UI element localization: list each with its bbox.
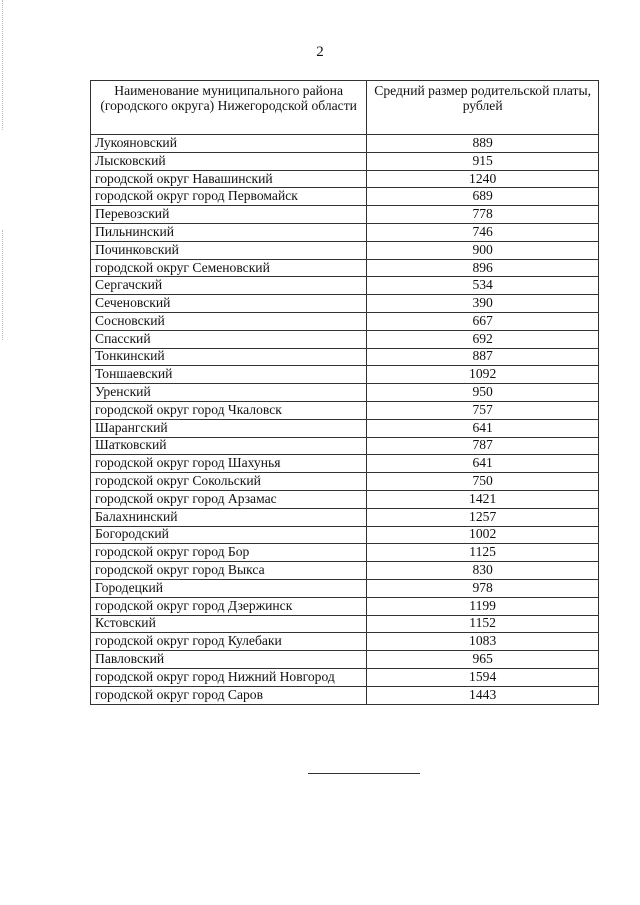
scan-edge-mark-top — [2, 0, 4, 130]
municipality-name-cell: Тоншаевский — [91, 366, 367, 384]
municipality-name-cell: городской округ город Дзержинск — [91, 597, 367, 615]
municipality-name-cell: Балахнинский — [91, 508, 367, 526]
table-row — [91, 295, 599, 313]
municipality-name-cell: городской округ Семеновский — [91, 259, 367, 277]
table-row — [91, 135, 599, 153]
average-fee-cell: 915 — [367, 152, 599, 170]
municipality-name-cell: Лукояновский — [91, 135, 367, 153]
table-body — [91, 135, 599, 705]
average-fee-cell: 1421 — [367, 490, 599, 508]
table-row — [91, 597, 599, 615]
municipality-name-cell: Павловский — [91, 651, 367, 669]
municipality-name-cell: городской округ город Арзамас — [91, 490, 367, 508]
municipality-name-cell: Перевозский — [91, 206, 367, 224]
average-fee-cell: 978 — [367, 579, 599, 597]
municipality-name-cell: городской округ Навашинский — [91, 170, 367, 188]
table-row — [91, 651, 599, 669]
table-row — [91, 633, 599, 651]
average-fee-cell: 641 — [367, 455, 599, 473]
parental-fee-table — [90, 80, 599, 705]
table-row — [91, 508, 599, 526]
municipality-name-cell: городской округ Сокольский — [91, 473, 367, 491]
municipality-name-cell: Починковский — [91, 241, 367, 259]
average-fee-cell: 1083 — [367, 633, 599, 651]
average-fee-cell: 830 — [367, 562, 599, 580]
table-row — [91, 223, 599, 241]
table-row — [91, 206, 599, 224]
municipality-name-cell: Богородский — [91, 526, 367, 544]
table-row — [91, 152, 599, 170]
table-row — [91, 668, 599, 686]
average-fee-cell: 534 — [367, 277, 599, 295]
table-row — [91, 277, 599, 295]
average-fee-cell: 641 — [367, 419, 599, 437]
scan-edge-mark-mid — [2, 230, 4, 340]
table-row — [91, 241, 599, 259]
page-number: 2 — [316, 44, 324, 60]
table-row — [91, 384, 599, 402]
separator-line — [308, 773, 420, 774]
municipality-name-cell: городской округ город Чкаловск — [91, 401, 367, 419]
municipality-name-cell: городской округ город Выкса — [91, 562, 367, 580]
average-fee-cell: 667 — [367, 312, 599, 330]
table-row — [91, 455, 599, 473]
municipality-name-cell: городской округ город Бор — [91, 544, 367, 562]
average-fee-cell: 1257 — [367, 508, 599, 526]
average-fee-cell: 692 — [367, 330, 599, 348]
table-header-row — [91, 81, 599, 135]
average-fee-cell: 1199 — [367, 597, 599, 615]
municipality-name-cell: городской округ город Шахунья — [91, 455, 367, 473]
average-fee-cell: 787 — [367, 437, 599, 455]
table-row — [91, 579, 599, 597]
table-row — [91, 312, 599, 330]
municipality-name-cell: городской округ город Кулебаки — [91, 633, 367, 651]
average-fee-cell: 950 — [367, 384, 599, 402]
table-row — [91, 170, 599, 188]
municipality-name-cell: Лысковский — [91, 152, 367, 170]
municipality-name-cell: Сергачский — [91, 277, 367, 295]
municipality-name-cell: Уренский — [91, 384, 367, 402]
average-fee-cell: 1152 — [367, 615, 599, 633]
municipality-name-cell: городской округ город Нижний Новгород — [91, 668, 367, 686]
municipality-name-cell: Сосновский — [91, 312, 367, 330]
table-row — [91, 686, 599, 704]
average-fee-cell: 778 — [367, 206, 599, 224]
table-row — [91, 330, 599, 348]
municipality-name-cell: городской округ город Первомайск — [91, 188, 367, 206]
column-header-municipality: Наименование муниципального района (городского округа) Нижегородской области — [91, 81, 367, 135]
average-fee-cell: 1092 — [367, 366, 599, 384]
average-fee-cell: 1240 — [367, 170, 599, 188]
table-row — [91, 437, 599, 455]
average-fee-cell: 689 — [367, 188, 599, 206]
average-fee-cell: 1125 — [367, 544, 599, 562]
municipality-name-cell: Пильнинский — [91, 223, 367, 241]
average-fee-cell: 896 — [367, 259, 599, 277]
table-row — [91, 473, 599, 491]
average-fee-cell: 887 — [367, 348, 599, 366]
table-row — [91, 490, 599, 508]
average-fee-cell: 1443 — [367, 686, 599, 704]
table-row — [91, 419, 599, 437]
municipality-name-cell: Городецкий — [91, 579, 367, 597]
table-row — [91, 615, 599, 633]
municipality-name-cell: Шарангский — [91, 419, 367, 437]
municipality-name-cell: Шатковский — [91, 437, 367, 455]
table-row — [91, 348, 599, 366]
table-row — [91, 562, 599, 580]
table-row — [91, 188, 599, 206]
average-fee-cell: 889 — [367, 135, 599, 153]
column-header-average-fee: Средний размер родительской платы, рублей — [367, 81, 599, 135]
table-row — [91, 366, 599, 384]
table-row — [91, 544, 599, 562]
table-row — [91, 401, 599, 419]
average-fee-cell: 1594 — [367, 668, 599, 686]
municipality-name-cell: Кстовский — [91, 615, 367, 633]
municipality-name-cell: Тонкинский — [91, 348, 367, 366]
table-row — [91, 526, 599, 544]
average-fee-cell: 390 — [367, 295, 599, 313]
municipality-name-cell: городской округ город Саров — [91, 686, 367, 704]
average-fee-cell: 965 — [367, 651, 599, 669]
municipality-name-cell: Сеченовский — [91, 295, 367, 313]
average-fee-cell: 900 — [367, 241, 599, 259]
table-row — [91, 259, 599, 277]
average-fee-cell: 757 — [367, 401, 599, 419]
average-fee-cell: 746 — [367, 223, 599, 241]
average-fee-cell: 1002 — [367, 526, 599, 544]
average-fee-cell: 750 — [367, 473, 599, 491]
municipality-name-cell: Спасский — [91, 330, 367, 348]
